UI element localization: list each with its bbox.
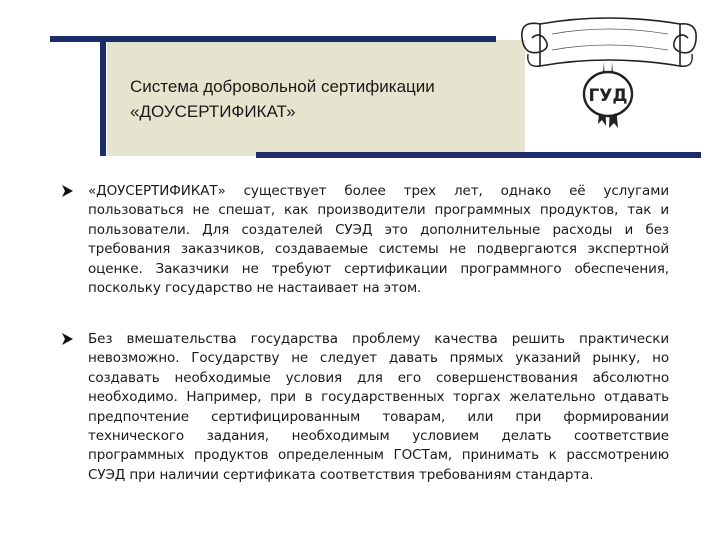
bullet-text-1: «ДОУСЕРТИФИКАТ» существует более трех лет, однако её услугами пользоваться не спешат, как производители программных продуктов, так и пользователи. Для создателей СУЭД это дополнительные расходы и без требования заказчиков, создаваемые системы не подвергаются экспертной оценке. Заказчики не требуют сертификации программного обеспечения, поскольку государство не настаивает на этом. [88, 183, 669, 297]
bullet-text-2: Без вмешательства государства проблему качества решить практически невозможно. Государству не следует давать прямых указаний рынку, но создавать необходимые условия для его совершенствования абсолютно необходимо. Например, при в государственных торгах желательно отдавать предпочтение сертифицированным товарам, или при формировании технического задания, необходимым условием делать соответствие программных продуктов определенным ГОСТам, принимать к рассмотрению СУЭД при наличии сертификата соответствия требованиям стандарта. [88, 331, 669, 483]
accent-bar-top [50, 36, 496, 42]
title-line-2: «ДОУСЕРТИФИКАТ» [130, 102, 296, 121]
title-line-1: Система добровольной сертификации [130, 77, 435, 96]
arrow-bullet-icon [61, 331, 75, 347]
slide-title [130, 74, 550, 124]
accent-bar-left [100, 36, 106, 156]
accent-bar-bottom [256, 152, 701, 158]
arrow-bullet-icon [61, 183, 75, 199]
seal-text: ГУД [588, 86, 628, 106]
scroll-seal-icon [512, 4, 702, 144]
